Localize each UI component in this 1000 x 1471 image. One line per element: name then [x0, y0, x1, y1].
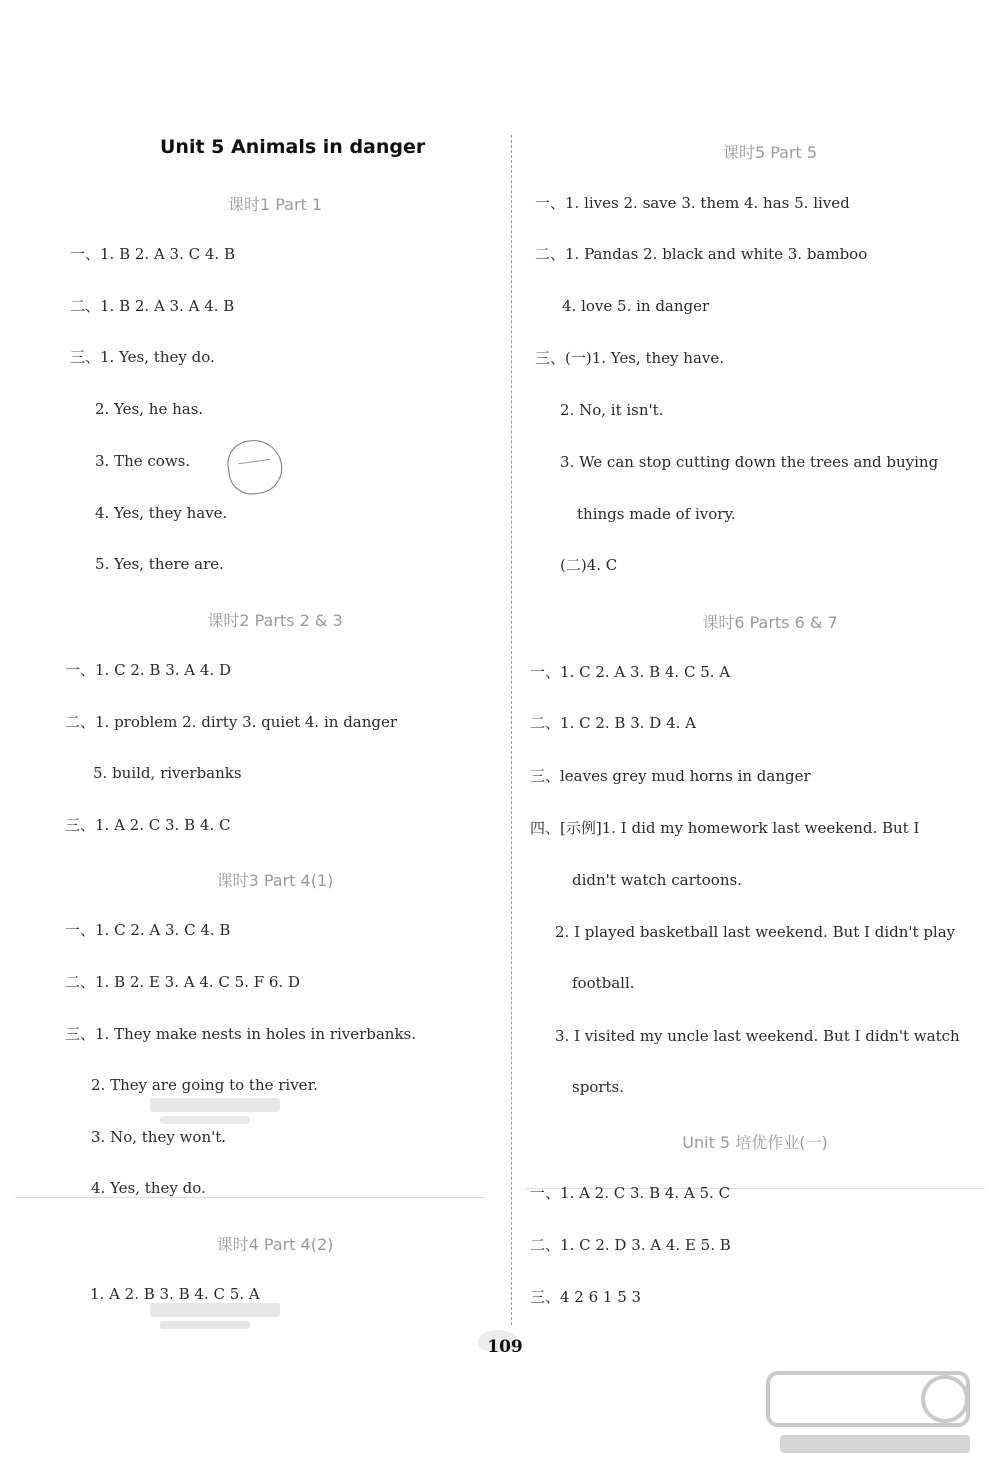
- lesson4-line: 1. A 2. B 3. B 4. C 5. A: [90, 1285, 260, 1303]
- lesson5-line: (二)4. C: [560, 556, 618, 574]
- lesson2-line: 二、1. problem 2. dirty 3. quiet 4. in danger: [65, 713, 398, 731]
- lesson6-line: didn't watch cartoons.: [572, 871, 742, 889]
- lesson3-line: 二、1. B 2. E 3. A 4. C 5. F 6. D: [65, 973, 301, 991]
- lesson1-line: 4. Yes, they have.: [95, 504, 228, 522]
- page-number: 109: [487, 1337, 523, 1357]
- lesson5-line: 4. love 5. in danger: [562, 297, 710, 315]
- stamp-mark: [225, 437, 286, 498]
- lesson5-line: 2. No, it isn't.: [560, 401, 664, 419]
- lesson6-heading: 课时6 Parts 6 & 7: [702, 613, 838, 632]
- lesson5-heading: 课时5 Part 5: [722, 143, 818, 162]
- lesson6-line: 二、1. C 2. B 3. D 4. A: [530, 714, 696, 732]
- lesson2-line: 5. build, riverbanks: [93, 764, 242, 782]
- lesson3-line: 3. No, they won't.: [91, 1128, 227, 1146]
- extra-line: 二、1. C 2. D 3. A 4. E 5. B: [530, 1236, 731, 1254]
- lesson1-line: 5. Yes, there are.: [95, 555, 224, 573]
- lesson3-heading: 课时3 Part 4(1): [216, 871, 334, 890]
- lesson3-line: 一、1. C 2. A 3. C 4. B: [65, 921, 231, 939]
- lesson3-line: 三、1. They make nests in holes in riverbanks.: [65, 1025, 417, 1043]
- lesson5-line: things made of ivory.: [577, 505, 736, 523]
- lesson1-line: 3. The cows.: [95, 452, 191, 470]
- scan-line-left: [15, 1197, 485, 1198]
- site-logo: [760, 1365, 990, 1465]
- extra-heading: Unit 5 培优作业(一): [682, 1133, 828, 1152]
- lesson2-heading: 课时2 Parts 2 & 3: [207, 611, 343, 630]
- unit-title: Unit 5 Animals in danger: [160, 136, 426, 158]
- lesson6-line: 三、leaves grey mud horns in danger: [530, 767, 811, 785]
- lesson5-line: 二、1. Pandas 2. black and white 3. bamboo: [535, 245, 868, 263]
- lesson6-line: football.: [572, 974, 635, 992]
- lesson1-line: 三、1. Yes, they do.: [70, 348, 215, 366]
- lesson6-line: sports.: [572, 1078, 624, 1096]
- lesson6-line: 3. I visited my uncle last weekend. But I didn't watch: [555, 1027, 960, 1045]
- lesson2-line: 一、1. C 2. B 3. A 4. D: [65, 661, 231, 679]
- lesson1-heading: 课时1 Part 1: [227, 195, 323, 214]
- column-divider: [511, 135, 512, 1325]
- watermark-mark: [140, 1295, 290, 1335]
- lesson4-heading: 课时4 Part 4(2): [216, 1235, 334, 1254]
- lesson3-line: 2. They are going to the river.: [91, 1076, 318, 1094]
- lesson6-line: 2. I played basketball last weekend. But I didn't play: [555, 923, 956, 941]
- lesson5-line: 一、1. lives 2. save 3. them 4. has 5. lived: [535, 194, 850, 212]
- lesson3-line: 4. Yes, they do.: [91, 1179, 206, 1197]
- extra-line: 一、1. A 2. C 3. B 4. A 5. C: [530, 1184, 731, 1202]
- lesson6-line: 一、1. C 2. A 3. B 4. C 5. A: [530, 663, 731, 681]
- watermark-mark: [140, 1090, 290, 1130]
- lesson2-line: 三、1. A 2. C 3. B 4. C: [65, 816, 231, 834]
- lesson1-line: 二、1. B 2. A 3. A 4. B: [70, 297, 235, 315]
- lesson1-line: 一、1. B 2. A 3. C 4. B: [70, 245, 235, 263]
- lesson6-line: 四、[示例]1. I did my homework last weekend. But I: [530, 819, 920, 837]
- extra-line: 三、4 2 6 1 5 3: [530, 1288, 642, 1306]
- lesson5-line: 3. We can stop cutting down the trees and buying: [560, 453, 939, 471]
- lesson1-line: 2. Yes, he has.: [95, 400, 204, 418]
- lesson5-line: 三、(一)1. Yes, they have.: [535, 349, 725, 367]
